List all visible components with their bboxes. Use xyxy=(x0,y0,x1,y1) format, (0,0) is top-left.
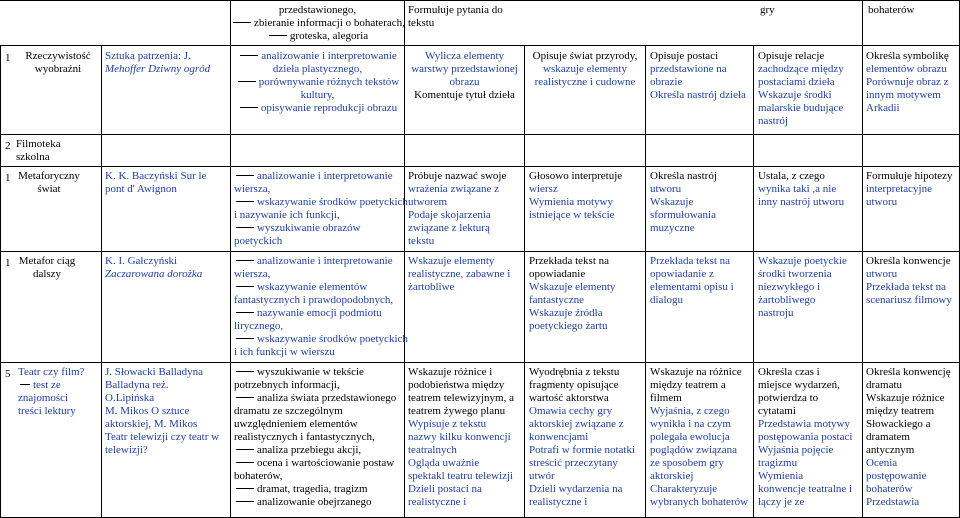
row1-number: 1 xyxy=(5,52,11,64)
grid-col-line xyxy=(101,45,102,518)
row2-topic: Filmoteka szkolna xyxy=(16,138,61,163)
bullet-dash-icon xyxy=(236,175,254,176)
bullet-dash-icon xyxy=(236,338,254,339)
row4-col7: Przekłada tekst na opowiadanie z elementami opisu i dialogu xyxy=(650,255,734,306)
grid-row-line xyxy=(0,362,960,363)
row3-col7: Określa nastrój utworu Wskazuje sformułowania muzyczne xyxy=(650,170,717,234)
grid-row-line xyxy=(0,251,960,252)
bullet-dash-icon xyxy=(236,488,254,489)
row4-col9: Określa konwencje utworu Przekłada tekst na scenariusz filmowy xyxy=(866,255,952,306)
row3-number: 1 xyxy=(5,172,11,184)
row4-methods: analizowanie i interpretowanie wiersza, wskazywanie elementów fantastycznych i prawdopodobnych, nazywanie emocji podmiotu lirycznego, wskazywanie środków poetyckich i ich funkcji w wierszu xyxy=(234,255,408,358)
row5-col7: Wskazuje na różnice między teatrem a filmem Wyjaśnia, z czego wynikła i na czym polegała ewolucja poglądów związana ze sposobem gry aktorskiej Charakteryzuje wybranych bohaterów xyxy=(650,366,749,508)
bullet-dash-icon xyxy=(240,107,258,108)
header-bohaterow: bohaterów xyxy=(868,4,915,16)
row1-topic: Rzeczywistość wyobraźni xyxy=(25,50,91,75)
row5-methods: wyszukiwanie w tekście potrzebnych informacji, analiza świata przedstawionego dramatu ze szczególnym uwzględnieniem elementów realistycznych i fantastycznych, analiza przebiegu akcji, ocena i wartościowanie postaw bohaterów, dramat, tragedia, tragizm analizowanie obejrzanego xyxy=(234,366,397,508)
row4-text: K. I. Gałczyński Zaczarowana dorożka xyxy=(105,255,203,280)
row4-col6: Przekłada tekst na opowiadanie Wskazuje elementy fantastyczne Wskazuje źródła poetyckiego żartu xyxy=(529,255,616,332)
header-questions: Formułuje pytania do tekstu xyxy=(408,4,503,29)
bullet-dash-icon xyxy=(236,286,254,287)
grid-col-line xyxy=(0,45,1,518)
row5-topic: Teatr czy film? test ze znajomości treści lektury xyxy=(18,366,85,417)
row4-topic: Metafor ciąg dalszy xyxy=(18,255,76,280)
bullet-dash-icon xyxy=(20,384,30,385)
bullet-dash-icon xyxy=(236,201,254,202)
bullet-dash-icon xyxy=(236,260,254,261)
row3-topic: Metaforyczny świat xyxy=(18,170,80,195)
header-gry: gry xyxy=(760,4,775,16)
grid-col-line xyxy=(645,45,646,518)
row1-methods: analizowanie i interpretowanie dzieła plastycznego, porównywanie różnych tekstów kultury, opisywanie reprodukcji obrazu xyxy=(231,50,404,115)
bullet-dash-icon xyxy=(233,22,251,23)
row1-col8: Opisuje relacje zachodzące między postaciami dzieła Wskazuje środki malarskie budujące nastrój xyxy=(758,50,844,127)
row5-col6: Wyodrębnia z tekstu fragmenty opisujące wartość aktorstwa Omawia cechy gry aktorskiej związane z konwencjami Potrafi w formie notatki streścić przeczytany utwór Dzieli wydarzenia na realistyczne i xyxy=(529,366,636,508)
row4-number: 1 xyxy=(5,257,11,269)
row1-text: Sztuka patrzenia: J. Mehoffer Dziwny ogród xyxy=(105,50,211,75)
bullet-dash-icon xyxy=(236,449,254,450)
bullet-dash-icon xyxy=(236,397,254,398)
row5-number: 5 xyxy=(5,368,11,380)
row1-col9: Określa symbolikę elementów obrazu Porównuje obraz z innym motywem Arkadii xyxy=(866,50,949,114)
row3-col6: Głosowo interpretuje wiersz Wymienia motywy istniejące w tekście xyxy=(529,170,623,221)
row3-col5: Próbuje nazwać swoje wrażenia związane z utworem Podaje skojarzenia związane z lekturą tekstu xyxy=(408,170,507,247)
grid-col-line xyxy=(524,45,525,518)
row5-col5: Wskazuje różnice i podobieństwa między teatrem telewizyjnym, a teatrem żywego planu Wypisuje z tekstu nazwy kilku konwencji teatralnych Ogląda uważnie spektakl teatru telewizji Dzieli postaci na realistyczne i xyxy=(408,366,514,508)
grid-col-line xyxy=(862,0,863,518)
row3-methods: analizowanie i interpretowanie wiersza, wskazywanie środków poetyckich i nazywanie ich funkcji, wyszukiwanie obrazów poetyckich xyxy=(234,170,408,247)
row5-text: J. Słowacki Balladyna Balladyna reż. O.Lipińska M. Mikos O sztuce aktorskiej, M. Mikos Teatr telewizji czy teatr w telewizji? xyxy=(105,366,220,456)
row5-col8: Określa czas i miejsce wydarzeń, potwierdza to cytatami Przedstawia motywy postępowania postaci Wyjaśnia pojęcie tragizmu Wymienia konwencje teatralne i łączy je ze xyxy=(758,366,853,508)
row4-col8: Wskazuje poetyckie środki tworzenia niezwykłego i żartobliwego nastroju xyxy=(758,255,847,319)
grid-row-line xyxy=(0,45,960,46)
header-methods: przedstawionego, zbieranie informacji o bohaterach, groteska, alegoria xyxy=(231,4,404,43)
grid-row-line xyxy=(0,166,960,167)
row3-text: K. K. Baczyński Sur le pont d' Awignon xyxy=(105,170,207,195)
bullet-dash-icon xyxy=(236,371,254,372)
bullet-dash-icon xyxy=(238,81,256,82)
bullet-dash-icon xyxy=(236,312,254,313)
grid-col-line xyxy=(753,45,754,518)
bullet-dash-icon xyxy=(236,462,254,463)
bullet-dash-icon xyxy=(236,227,254,228)
row3-col8: Ustala, z czego wynika taki ,a nie inny nastrój utworu xyxy=(758,170,845,208)
row3-col9: Formułuje hipotezy interpretacyjne utworu xyxy=(866,170,953,208)
row1-col7: Opisuje postaci przedstawione na obrazie Określa nastrój dzieła xyxy=(650,50,746,101)
row5-col9: Określa konwencję dramatu Wskazuje różnice między teatrem Słowackiego a dramatem antycznym Ocenia postępowanie bohaterów Przedstawia xyxy=(866,366,951,508)
bullet-dash-icon xyxy=(236,501,254,502)
grid-row-line xyxy=(0,134,960,135)
row2-number: 2 xyxy=(5,140,11,152)
row1-col6: Opisuje świat przyrody, wskazuje elementy realistyczne i cudowne xyxy=(532,50,638,88)
grid-top-border xyxy=(0,0,960,1)
row4-col5: Wskazuje elementy realistyczne, zabawne i żartobliwe xyxy=(408,255,511,293)
bullet-dash-icon xyxy=(240,55,258,56)
bullet-dash-icon xyxy=(269,35,287,36)
row1-col5: Wylicza elementy warstwy przedstawionej obrazu Komentuje tytuł dzieła xyxy=(411,50,518,101)
